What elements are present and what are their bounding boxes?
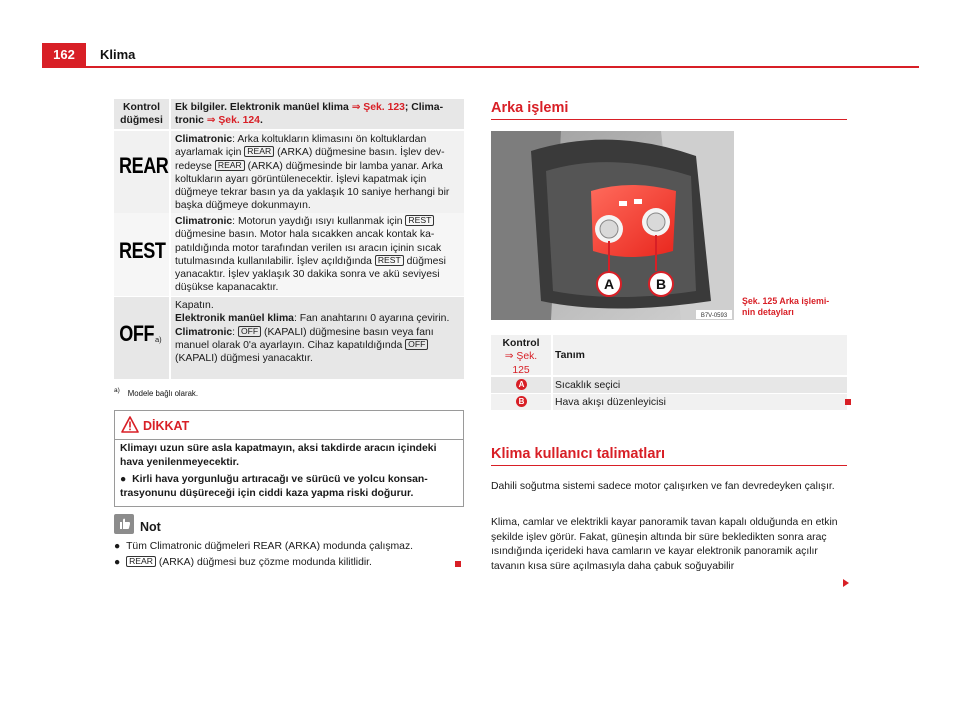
right-table-header-control-label: Kontrol — [502, 338, 540, 349]
header-text-3: . — [259, 115, 263, 126]
right-table-row-b-label — [491, 394, 551, 410]
rear-key-inline-2: REAR — [215, 160, 245, 171]
right-table-row-b-desc: Hava akışı düzenleyicisi — [553, 394, 847, 410]
header-rule — [42, 66, 919, 68]
footnote — [114, 387, 198, 398]
off-text-3c: (KAPALI) düğmesi yanacaktır. — [175, 353, 313, 365]
rear-text-1: : Arka koltukların klimasını ön koltuklardan ayarlamak için — [175, 134, 427, 159]
page-number: 162 — [42, 43, 86, 67]
note-item-1-text: Tüm Climatronic düğmeleri REAR (ARKA) modunda çalışmaz. — [126, 541, 414, 552]
figure-ref-124[interactable]: ⇒ Şek. 124 — [206, 115, 260, 126]
section-rule-2 — [491, 465, 847, 466]
note-rear-key-inline: REAR — [126, 556, 156, 567]
note-item-2 — [114, 556, 372, 570]
caption-line-2: nin detayları — [742, 306, 794, 317]
label-b-icon: B — [516, 396, 527, 407]
off-footnote-mark: a) — [155, 335, 162, 344]
warning-paragraph-2-text: Kirli hava yorgunluğu artıracağı ve sürücü ve yolcu konsantrasyonunu düşüreceği için ciddi kaza yapma riski doğurur. — [120, 474, 428, 499]
paragraph-1: Dahili soğutma sistemi sadece motor çalışırken ve fan devredeyken çalışır. — [491, 481, 835, 492]
header-text-1: Ek bilgiler. Elektronik manüel klima — [175, 102, 352, 113]
rear-lead: Climatronic — [175, 134, 233, 145]
warning-triangle-icon — [121, 416, 139, 433]
label-a-icon: A — [516, 379, 527, 390]
off-text-3b: (KAPALI) düğmesine basın veya fanı manuel olarak 0'a ayarlayın. Cihaz kapatıldığında — [175, 326, 434, 351]
rest-key-icon: REST — [118, 238, 166, 263]
section-title-rear-operation: Arka işlemi — [491, 100, 569, 116]
figure-ref-125[interactable]: ⇒ Şek. — [504, 351, 538, 363]
off-lead-2: Elektronik manüel klima — [175, 313, 294, 325]
info-note-icon — [114, 514, 134, 534]
right-table-header-description: Tanım — [553, 335, 847, 375]
warning-paragraph-1: Klimayı uzun süre asla kapatmayın, aksi takdirde aracın içindeki hava yenilenmeyecektir. — [120, 443, 437, 468]
section-title-climate-instructions: Klima kullanıcı talimatları — [491, 446, 666, 462]
off-key-inline-2: OFF — [405, 339, 428, 350]
table-row-off-text — [171, 297, 464, 379]
header-text-2: ; Climatronic — [175, 102, 444, 126]
note-item-1 — [114, 540, 413, 554]
rear-control-photo — [491, 131, 734, 320]
photo-code: B7V-0593 — [700, 313, 728, 319]
off-line-1: Kapatın. — [175, 300, 214, 311]
off-lead-3: Climatronic — [175, 326, 233, 338]
bullet-icon: ● — [114, 557, 127, 568]
off-text-3a: : — [232, 326, 238, 338]
table-row-rest-text — [171, 213, 464, 296]
figure-ref-123[interactable]: ⇒ Şek. 123 — [351, 102, 405, 113]
photo-label-b: B — [655, 276, 667, 292]
right-table-header-control — [491, 335, 551, 375]
footnote-mark: a) — [114, 387, 120, 394]
off-line-3 — [175, 326, 462, 366]
rest-key-inline-1: REST — [405, 215, 434, 226]
warning-title: DİKKAT — [143, 419, 190, 433]
continue-arrow-icon — [842, 579, 850, 587]
table-row-rear-key — [114, 131, 169, 213]
table-row-rear-text — [171, 131, 464, 213]
warning-body — [120, 442, 460, 500]
note-item-2-text: (ARKA) düğmesi buz çözme modunda kilitlidir. — [155, 557, 372, 568]
note-title: Not — [140, 520, 161, 534]
bullet-icon: ● — [114, 541, 127, 552]
table-header-info — [171, 99, 464, 129]
photo-label-a: A — [603, 276, 615, 292]
warning-header — [115, 411, 463, 440]
table-row-rest-key — [114, 213, 169, 296]
footnote-text: Modele bağlı olarak. — [127, 388, 198, 398]
caption-line-1: Şek. 125 Arka işlemi- — [742, 296, 830, 306]
rest-text-3: düğmesi yanacaktır. İşlev yaklaşık 30 dakika sonra ve akü seviyesi düşükse kapanacaktır. — [175, 255, 446, 294]
figure-ref-125-number[interactable]: 125 — [512, 364, 530, 376]
table-header-control: Kontrol düğmesi — [114, 99, 169, 129]
rear-key-inline-1: REAR — [244, 146, 274, 157]
chapter-title: Klima — [100, 47, 136, 62]
off-key-icon: OFF — [119, 321, 155, 346]
table-row-off-key — [114, 297, 169, 379]
section-rule-1 — [491, 119, 847, 120]
rear-text-3: (ARKA) düğmesinde bir lamba yanar. Arka koltukların ayarı görüntülenecektir. İşlevi kapatmak için düğmeye tekrar basın ya da yaklaşık 10 saniye herhangi bir başka düğmeye dokunmayın. — [175, 160, 450, 212]
rest-text-1: : Motorun yaydığı ısıyı kullanmak için — [232, 216, 406, 227]
paragraph-2: Klima, camlar ve elektrikli kayar panoramik tavan kapalı olduğunda en etkin şekilde işlev görür. Fakat, güneşin altında bir süre bekledikten sonra araç ısındığında içerideki hava camların ve kayar elektronik panoramik açılır tavanın kısa süre açılmasıyla daha çabuk soğuyabilir — [491, 517, 838, 572]
off-line-2 — [175, 312, 462, 325]
warning-box — [114, 410, 464, 507]
rest-lead: Climatronic — [175, 216, 233, 227]
figure-caption — [742, 296, 829, 317]
right-table-row-a-label — [491, 377, 551, 393]
end-marker-left — [455, 561, 461, 567]
end-marker-right — [845, 399, 851, 405]
rear-key-icon: REAR — [118, 153, 169, 178]
rest-text-2: düğmesine basın. Motor hala sıcakken ancak kontak kapatıldığında motor tarafından verilen ısı aracın içinin sıcak tutulmasında kullanılabilir. İşlev açıldığında — [175, 229, 442, 267]
off-key-inline-1: OFF — [238, 326, 261, 337]
off-text-2: : Fan anahtarını 0 ayarına çevirin. — [293, 313, 450, 325]
right-table-row-a-desc: Sıcaklık seçici — [553, 377, 847, 393]
rear-control-illustration — [491, 131, 734, 320]
rest-key-inline-2: REST — [375, 255, 404, 266]
rear-text-2: (ARKA) düğmesine basın. İşlev devredeyse — [175, 147, 445, 172]
warning-paragraph-2 — [120, 473, 460, 500]
bullet-icon: ● — [120, 474, 133, 485]
